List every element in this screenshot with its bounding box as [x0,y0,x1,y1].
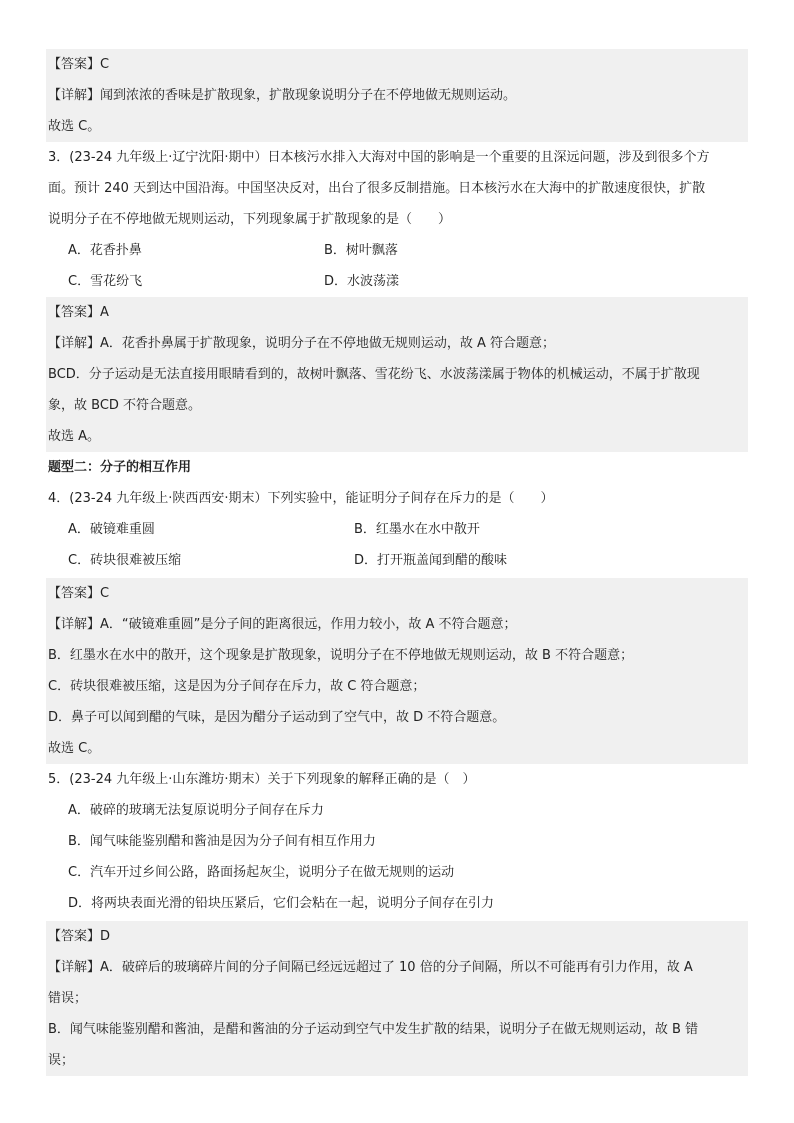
explanation-line: D．鼻子可以闻到醋的气味，是因为醋分子运动到了空气中，故 D 不符合题意。 [46,702,748,733]
explanation-line: 象，故 BCD 不符合题意。 [46,390,748,421]
explanation-line: 【详解】A．花香扑鼻属于扩散现象，说明分子在不停地做无规则运动，故 A 符合题意； [46,328,748,359]
explanation-line: B．红墨水在水中的散开，这个现象是扩散现象，说明分子在不停地做无规则运动，故 B 不符合题意； [46,640,748,671]
explanation-line: 错误； [46,983,748,1014]
answer-line: 【答案】C [46,578,748,609]
option-c: C．砖块很难被压缩 [68,553,182,568]
answer-line: 【答案】A [46,297,748,328]
explanation-line: 【详解】A．破碎后的玻璃碎片间的分子间隔已经远远超过了 10 倍的分子间隔，所以不可能再有引力作用，故 A [46,952,748,983]
option-d: D．打开瓶盖闻到醋的酸味 [354,553,508,568]
explanation-line: BCD．分子运动是无法直接用眼睛看到的，故树叶飘落、雪花纷飞、水波荡漾属于物体的机械运动，不属于扩散现 [46,359,748,390]
option-a: A．破镜难重圆 [68,522,155,537]
option-b: B．红墨水在水中散开 [354,522,480,537]
section-heading: 题型二：分子的相互作用 [48,460,192,475]
conclusion-line: 故选 C。 [46,111,748,142]
option-d: D．将两块表面光滑的铅块压紧后，它们会粘在一起，说明分子间存在引力 [68,896,495,911]
option-c: C．汽车开过乡间公路，路面扬起灰尘，说明分子在做无规则的运动 [68,865,455,880]
option-a: A．破碎的玻璃无法复原说明分子间存在斥力 [68,803,324,818]
answer-line: 【答案】C [46,49,748,80]
question-5-text: 5．(23-24 九年级上·山东潍坊·期末）关于下列现象的解释正确的是（ ） [48,772,476,787]
question-3-options-row [46,266,748,297]
option-b: B．闻气味能鉴别醋和酱油是因为分子间有相互作用力 [68,834,376,849]
question-4-options-row [46,514,748,545]
question-4-options-row [46,545,748,576]
question-3-text: 3．(23-24 九年级上·辽宁沈阳·期中）日本核污水排入大海对中国的影响是一个重要的且深远问题，涉及到很多个方 [48,150,710,165]
explanation-line: 【详解】闻到浓浓的香味是扩散现象，扩散现象说明分子在不停地做无规则运动。 [46,80,748,111]
explanation-line: C．砖块很难被压缩，这是因为分子间存在斥力，故 C 符合题意； [46,671,748,702]
answer-line: 【答案】D [46,921,748,952]
question-4-text: 4．(23-24 九年级上·陕西西安·期末）下列实验中，能证明分子间存在斥力的是（ ） [48,491,554,506]
question-3-text: 面。预计 240 天到达中国沿海。中国坚决反对，出台了很多反制措施。日本核污水在大海中的扩散速度很快，扩散 [48,181,706,196]
question-3-options-row [46,235,748,266]
explanation-line: 误； [46,1045,748,1076]
option-c: C．雪花纷飞 [68,274,143,289]
question-3-text: 说明分子在不停地做无规则运动，下列现象属于扩散现象的是（ ） [48,212,452,227]
explanation-line: 【详解】A．“破镜难重圆”是分子间的距离很远，作用力较小，故 A 不符合题意； [46,609,748,640]
explanation-line: B．闻气味能鉴别醋和酱油，是醋和酱油的分子运动到空气中发生扩散的结果，说明分子在做无规则运动，故 B 错 [46,1014,748,1045]
conclusion-line: 故选 A。 [46,421,748,452]
option-b: B．树叶飘落 [324,243,398,258]
conclusion-line: 故选 C。 [46,733,748,764]
option-a: A．花香扑鼻 [68,243,142,258]
option-d: D．水波荡漾 [324,274,400,289]
